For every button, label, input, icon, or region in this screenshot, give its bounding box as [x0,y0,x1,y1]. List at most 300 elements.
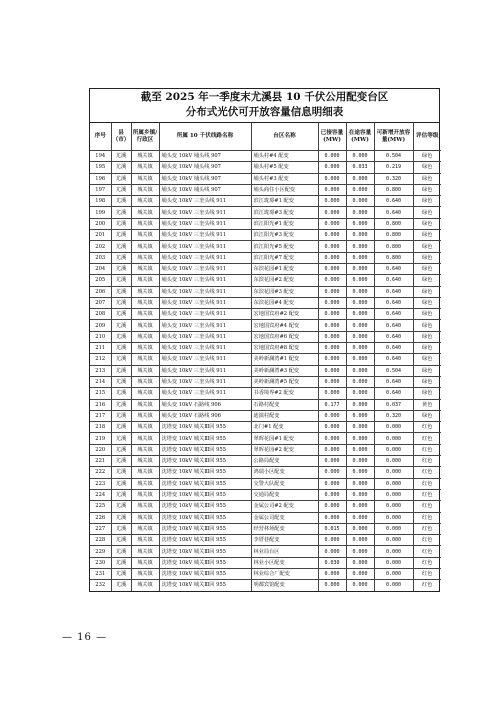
cell-county: 尤溪 [111,444,131,455]
cell-rating-level: 绿色 [413,410,441,421]
cell-open-capacity: 0.000 [374,501,413,512]
cell-rating-level: 绿色 [413,263,441,274]
cell-serial-number: 216 [90,399,111,410]
cell-open-capacity: 0.000 [374,489,413,500]
cell-open-capacity: 0.000 [374,535,413,546]
cell-pending-capacity: 0.000 [346,568,374,579]
cell-pending-capacity: 0.000 [346,512,374,523]
cell-rating-level: 绿色 [413,320,441,331]
cell-pending-capacity: 0.000 [346,546,374,557]
cell-feeder-line: 埔头变 10kV 石路线 906 [159,410,251,421]
cell-station-area: 滨江珑璟#1 配变 [251,196,318,207]
table-row [90,512,441,523]
cell-station-area: 迪演村配变 [251,410,318,421]
cell-station-area: 美岭新澜湾#5 配变 [251,376,318,387]
cell-township: 城关镇 [131,343,159,354]
cell-connected-capacity: 0.030 [318,557,346,568]
cell-open-capacity: 0.000 [374,456,413,467]
cell-pending-capacity: 0.000 [346,501,374,512]
cell-connected-capacity: 0.000 [318,433,346,444]
cell-feeder-line: 埔头变 10kV 三奎头线 911 [159,252,251,263]
cell-open-capacity: 0.640 [374,320,413,331]
cell-serial-number: 231 [90,568,111,579]
cell-open-capacity: 0.640 [374,354,413,365]
cell-township: 城关镇 [131,241,159,252]
cell-feeder-line: 沈塔变 10kV 城关Ⅲ回 955 [159,422,251,433]
table-row [90,173,441,184]
cell-rating-level: 红色 [413,422,441,433]
header-county: 县（市） [111,123,131,151]
cell-open-capacity: 0.000 [374,467,413,478]
cell-rating-level: 红色 [413,512,441,523]
cell-county: 尤溪 [111,365,131,376]
cell-rating-level: 红色 [413,433,441,444]
table-row [90,568,441,579]
cell-feeder-line: 埔头变 10kV 三奎头线 911 [159,343,251,354]
table-row [90,309,441,320]
table-header-row [90,123,441,151]
cell-open-capacity: 0.640 [374,388,413,399]
cell-county: 尤溪 [111,489,131,500]
cell-county: 尤溪 [111,557,131,568]
cell-serial-number: 203 [90,252,111,263]
cell-county: 尤溪 [111,151,131,162]
cell-connected-capacity: 0.000 [318,489,346,500]
cell-feeder-line: 沈塔变 10kV 城关Ⅲ回 955 [159,456,251,467]
cell-connected-capacity: 0.000 [318,388,346,399]
cell-feeder-line: 埔头变 10kV 三奎头线 911 [159,388,251,399]
cell-station-area: 美岭新澜湾#1 配变 [251,354,318,365]
cell-open-capacity: 0.000 [374,512,413,523]
table-row [90,297,441,308]
cell-pending-capacity: 0.000 [346,399,374,410]
cell-county: 尤溪 [111,275,131,286]
cell-pending-capacity: 0.000 [346,422,374,433]
cell-rating-level: 绿色 [413,207,441,218]
cell-township: 城关镇 [131,151,159,162]
cell-serial-number: 224 [90,489,111,500]
cell-township: 城关镇 [131,309,159,320]
cell-township: 城关镇 [131,354,159,365]
cell-station-area: 鸿瑞小区配变 [251,467,318,478]
cell-connected-capacity: 0.000 [318,512,346,523]
cell-connected-capacity: 0.000 [318,376,346,387]
cell-pending-capacity: 0.000 [346,173,374,184]
cell-serial-number: 208 [90,309,111,320]
cell-county: 尤溪 [111,309,131,320]
cell-pending-capacity: 0.000 [346,252,374,263]
cell-connected-capacity: 0.015 [318,523,346,534]
cell-open-capacity: 0.000 [374,568,413,579]
cell-township: 城关镇 [131,444,159,455]
cell-township: 城关镇 [131,433,159,444]
cell-connected-capacity: 0.000 [318,162,346,173]
cell-serial-number: 194 [90,151,111,162]
table-row [90,331,441,342]
cell-pending-capacity: 0.000 [346,523,374,534]
cell-pending-capacity: 0.000 [346,433,374,444]
cell-rating-level: 绿色 [413,309,441,320]
cell-serial-number: 226 [90,512,111,523]
cell-township: 城关镇 [131,320,159,331]
table-row [90,535,441,546]
cell-rating-level: 绿色 [413,365,441,376]
cell-station-area: 林业局台区 [251,546,318,557]
cell-rating-level: 红色 [413,467,441,478]
cell-open-capacity: 0.640 [374,343,413,354]
table-row [90,354,441,365]
cell-rating-level: 绿色 [413,196,441,207]
cell-township: 城关镇 [131,184,159,195]
cell-feeder-line: 埔头变 10kV 石路线 906 [159,399,251,410]
cell-serial-number: 232 [90,580,111,591]
cell-rating-level: 绿色 [413,286,441,297]
cell-serial-number: 197 [90,184,111,195]
cell-connected-capacity: 0.000 [318,151,346,162]
cell-pending-capacity: 0.000 [346,331,374,342]
cell-pending-capacity: 0.000 [346,557,374,568]
cell-township: 城关镇 [131,173,159,184]
cell-rating-level: 绿色 [413,275,441,286]
cell-open-capacity: 0.640 [374,309,413,320]
table-row [90,286,441,297]
cell-open-capacity: 0.640 [374,196,413,207]
cell-county: 尤溪 [111,230,131,241]
cell-serial-number: 202 [90,241,111,252]
cell-serial-number: 204 [90,263,111,274]
table-row [90,263,441,274]
cell-open-capacity: 0.000 [374,546,413,557]
table-row [90,207,441,218]
cell-rating-level: 绿色 [413,162,441,173]
cell-county: 尤溪 [111,297,131,308]
cell-station-area: 经营林场配变 [251,523,318,534]
cell-connected-capacity: 0.000 [318,230,346,241]
cell-serial-number: 229 [90,546,111,557]
table-title-line-2: 分布式光伏可开放容量信息明细表 [185,106,344,118]
header-open-capacity: 可新增开放容量(MW) [374,123,413,151]
cell-township: 城关镇 [131,252,159,263]
cell-open-capacity: 0.800 [374,252,413,263]
cell-county: 尤溪 [111,580,131,591]
cell-serial-number: 222 [90,467,111,478]
table-row [90,523,441,534]
table-body [90,151,441,591]
cell-county: 尤溪 [111,456,131,467]
cell-serial-number: 220 [90,444,111,455]
cell-station-area: 滨江阳光#1 配变 [251,218,318,229]
cell-connected-capacity: 0.000 [318,467,346,478]
cell-county: 尤溪 [111,252,131,263]
cell-rating-level: 绿色 [413,151,441,162]
cell-rating-level: 红色 [413,523,441,534]
cell-rating-level: 红色 [413,535,441,546]
cell-station-area: 明都宾馆配变 [251,580,318,591]
cell-feeder-line: 埔头变 10kV 三奎头线 911 [159,286,251,297]
cell-feeder-line: 埔头变 10kV 三奎头线 911 [159,241,251,252]
cell-station-area: 金属公司配变 [251,512,318,523]
cell-connected-capacity: 0.000 [318,546,346,557]
cell-serial-number: 215 [90,388,111,399]
cell-township: 城关镇 [131,365,159,376]
cell-rating-level: 红色 [413,568,441,579]
cell-connected-capacity: 0.000 [318,241,346,252]
cell-serial-number: 217 [90,410,111,421]
cell-township: 城关镇 [131,422,159,433]
cell-station-area: 书香境界#2 配变 [251,388,318,399]
cell-rating-level: 红色 [413,489,441,500]
cell-pending-capacity: 0.000 [346,196,374,207]
cell-county: 尤溪 [111,467,131,478]
cell-station-area: 李厝巷配变 [251,535,318,546]
cell-county: 尤溪 [111,320,131,331]
cell-pending-capacity: 0.000 [346,365,374,376]
cell-county: 尤溪 [111,286,131,297]
cell-feeder-line: 沈塔变 10kV 城关Ⅲ回 955 [159,501,251,512]
cell-county: 尤溪 [111,184,131,195]
cell-township: 城关镇 [131,331,159,342]
cell-feeder-line: 沈塔变 10kV 城关Ⅲ回 955 [159,467,251,478]
cell-feeder-line: 沈塔变 10kV 城关Ⅲ回 955 [159,512,251,523]
cell-station-area: 滨江珑璟#3 配变 [251,207,318,218]
cell-open-capacity: 0.640 [374,263,413,274]
cell-pending-capacity: 0.000 [346,218,374,229]
cell-county: 尤溪 [111,512,131,523]
table-row [90,580,441,591]
header-township: 所属乡镇/行政区 [131,123,159,151]
cell-connected-capacity: 0.000 [318,252,346,263]
cell-county: 尤溪 [111,376,131,387]
cell-open-capacity: 0.219 [374,162,413,173]
cell-pending-capacity: 0.000 [346,184,374,195]
cell-feeder-line: 埔头变 10kV 三奎头线 911 [159,320,251,331]
cell-rating-level: 红色 [413,456,441,467]
cell-township: 城关镇 [131,478,159,489]
cell-station-area: 东滨花园#2 配变 [251,275,318,286]
table-row [90,230,441,241]
cell-feeder-line: 埔头变 10kV 埔头线 907 [159,173,251,184]
cell-county: 尤溪 [111,207,131,218]
cell-rating-level: 绿色 [413,297,441,308]
cell-rating-level: 红色 [413,444,441,455]
cell-connected-capacity: 0.000 [318,343,346,354]
table-row [90,388,441,399]
cell-township: 城关镇 [131,399,159,410]
cell-open-capacity: 0.000 [374,523,413,534]
cell-connected-capacity: 0.000 [318,218,346,229]
table-row [90,162,441,173]
cell-township: 城关镇 [131,275,159,286]
cell-rating-level: 黄色 [413,399,441,410]
cell-station-area: 石路村配变 [251,399,318,410]
cell-county: 尤溪 [111,433,131,444]
cell-township: 城关镇 [131,557,159,568]
cell-pending-capacity: 0.000 [346,263,374,274]
cell-station-area: 东滨花园#3 配变 [251,286,318,297]
cell-pending-capacity: 0.000 [346,320,374,331]
cell-station-area: 埔头村#3 配变 [251,173,318,184]
cell-feeder-line: 埔头变 10kV 埔头线 907 [159,162,251,173]
cell-township: 城关镇 [131,218,159,229]
cell-station-area: 金属公司#2 配变 [251,501,318,512]
cell-connected-capacity: 0.000 [318,207,346,218]
cell-feeder-line: 埔头变 10kV 三奎头线 911 [159,376,251,387]
cell-open-capacity: 0.800 [374,218,413,229]
table-row [90,218,441,229]
cell-rating-level: 绿色 [413,343,441,354]
cell-rating-level: 绿色 [413,331,441,342]
cell-station-area: 公路局配变 [251,456,318,467]
cell-open-capacity: 0.000 [374,557,413,568]
cell-pending-capacity: 0.000 [346,376,374,387]
cell-connected-capacity: 0.000 [318,478,346,489]
cell-pending-capacity: 0.000 [346,230,374,241]
cell-serial-number: 221 [90,456,111,467]
cell-open-capacity: 0.037 [374,399,413,410]
cell-station-area: 东滨花园#1 配变 [251,263,318,274]
cell-station-area: 滨江阳光#5 配变 [251,241,318,252]
cell-serial-number: 196 [90,173,111,184]
cell-township: 城关镇 [131,501,159,512]
cell-rating-level: 绿色 [413,173,441,184]
cell-county: 尤溪 [111,388,131,399]
cell-station-area: 林业小区配变 [251,557,318,568]
cell-county: 尤溪 [111,422,131,433]
cell-township: 城关镇 [131,207,159,218]
cell-pending-capacity: 0.000 [346,207,374,218]
cell-connected-capacity: 0.000 [318,196,346,207]
header-pending-capacity: 在途容量(MW) [346,123,374,151]
cell-open-capacity: 0.504 [374,151,413,162]
cell-station-area: 滨江阳光#7 配变 [251,252,318,263]
cell-pending-capacity: 0.000 [346,444,374,455]
cell-serial-number: 212 [90,354,111,365]
cell-serial-number: 213 [90,365,111,376]
cell-pending-capacity: 0.000 [346,151,374,162]
cell-serial-number: 211 [90,343,111,354]
cell-county: 尤溪 [111,263,131,274]
cell-serial-number: 201 [90,230,111,241]
cell-station-area: 林业综合厂配变 [251,568,318,579]
cell-pending-capacity: 0.000 [346,467,374,478]
cell-open-capacity: 0.640 [374,297,413,308]
cell-open-capacity: 0.320 [374,410,413,421]
cell-connected-capacity: 0.000 [318,297,346,308]
cell-rating-level: 绿色 [413,218,441,229]
cell-serial-number: 218 [90,422,111,433]
cell-feeder-line: 沈塔变 10kV 城关Ⅲ回 955 [159,546,251,557]
cell-township: 城关镇 [131,546,159,557]
cell-open-capacity: 0.640 [374,275,413,286]
cell-county: 尤溪 [111,218,131,229]
cell-serial-number: 223 [90,478,111,489]
table-row [90,410,441,421]
header-serial-number: 序号 [90,123,111,151]
cell-connected-capacity: 0.000 [318,275,346,286]
cell-rating-level: 绿色 [413,252,441,263]
cell-county: 尤溪 [111,241,131,252]
cell-pending-capacity: 0.000 [346,297,374,308]
table-row [90,151,441,162]
cell-open-capacity: 0.640 [374,286,413,297]
cell-township: 城关镇 [131,523,159,534]
cell-township: 城关镇 [131,230,159,241]
cell-feeder-line: 沈塔变 10kV 城关Ⅲ回 955 [159,433,251,444]
cell-feeder-line: 埔头变 10kV 三奎头线 911 [159,263,251,274]
table-row [90,433,441,444]
cell-pending-capacity: 0.000 [346,410,374,421]
cell-station-area: 埔头商住小区配变 [251,184,318,195]
cell-township: 城关镇 [131,162,159,173]
cell-serial-number: 207 [90,297,111,308]
cell-township: 城关镇 [131,568,159,579]
cell-feeder-line: 埔头变 10kV 三奎头线 911 [159,196,251,207]
cell-connected-capacity: 0.000 [318,184,346,195]
header-rating-level: 评估等级 [413,123,441,151]
cell-county: 尤溪 [111,173,131,184]
cell-connected-capacity: 0.000 [318,173,346,184]
cell-rating-level: 红色 [413,580,441,591]
cell-feeder-line: 埔头变 10kV 三奎头线 911 [159,309,251,320]
cell-county: 尤溪 [111,546,131,557]
table-row [90,489,441,500]
cell-county: 尤溪 [111,343,131,354]
header-connected-capacity: 已接容量(MW) [318,123,346,151]
cell-county: 尤溪 [111,399,131,410]
cell-station-area: 宏地国宾府#2 配变 [251,309,318,320]
cell-open-capacity: 0.000 [374,422,413,433]
cell-feeder-line: 沈塔变 10kV 城关Ⅲ回 955 [159,580,251,591]
cell-serial-number: 200 [90,218,111,229]
cell-township: 城关镇 [131,410,159,421]
cell-feeder-line: 沈塔变 10kV 城关Ⅲ回 955 [159,568,251,579]
cell-open-capacity: 0.320 [374,173,413,184]
cell-open-capacity: 0.504 [374,365,413,376]
cell-township: 城关镇 [131,388,159,399]
cell-township: 城关镇 [131,196,159,207]
cell-open-capacity: 0.000 [374,580,413,591]
cell-feeder-line: 埔头变 10kV 三奎头线 911 [159,297,251,308]
cell-connected-capacity: 0.000 [318,535,346,546]
cell-feeder-line: 沈塔变 10kV 城关Ⅲ回 955 [159,523,251,534]
cell-feeder-line: 埔头变 10kV 三奎头线 911 [159,354,251,365]
cell-township: 城关镇 [131,467,159,478]
cell-feeder-line: 埔头变 10kV 埔头线 907 [159,151,251,162]
cell-serial-number: 219 [90,433,111,444]
cell-township: 城关镇 [131,580,159,591]
cell-county: 尤溪 [111,331,131,342]
cell-rating-level: 绿色 [413,354,441,365]
table-row [90,365,441,376]
table-row [90,501,441,512]
table-row [90,196,441,207]
cell-station-area: 宏地国宾府#6 配变 [251,331,318,342]
cell-county: 尤溪 [111,354,131,365]
cell-station-area: 滨江阳光#3 配变 [251,230,318,241]
cell-feeder-line: 沈塔变 10kV 城关Ⅲ回 955 [159,489,251,500]
cell-feeder-line: 埔头变 10kV 三奎头线 911 [159,331,251,342]
table-row [90,376,441,387]
cell-rating-level: 红色 [413,546,441,557]
header-station-area: 台区名称 [251,123,318,151]
cell-open-capacity: 0.640 [374,331,413,342]
cell-pending-capacity: 0.000 [346,354,374,365]
cell-rating-level: 绿色 [413,184,441,195]
cell-county: 尤溪 [111,162,131,173]
cell-connected-capacity: 0.000 [318,501,346,512]
cell-pending-capacity: 0.000 [346,478,374,489]
cell-open-capacity: 0.800 [374,230,413,241]
